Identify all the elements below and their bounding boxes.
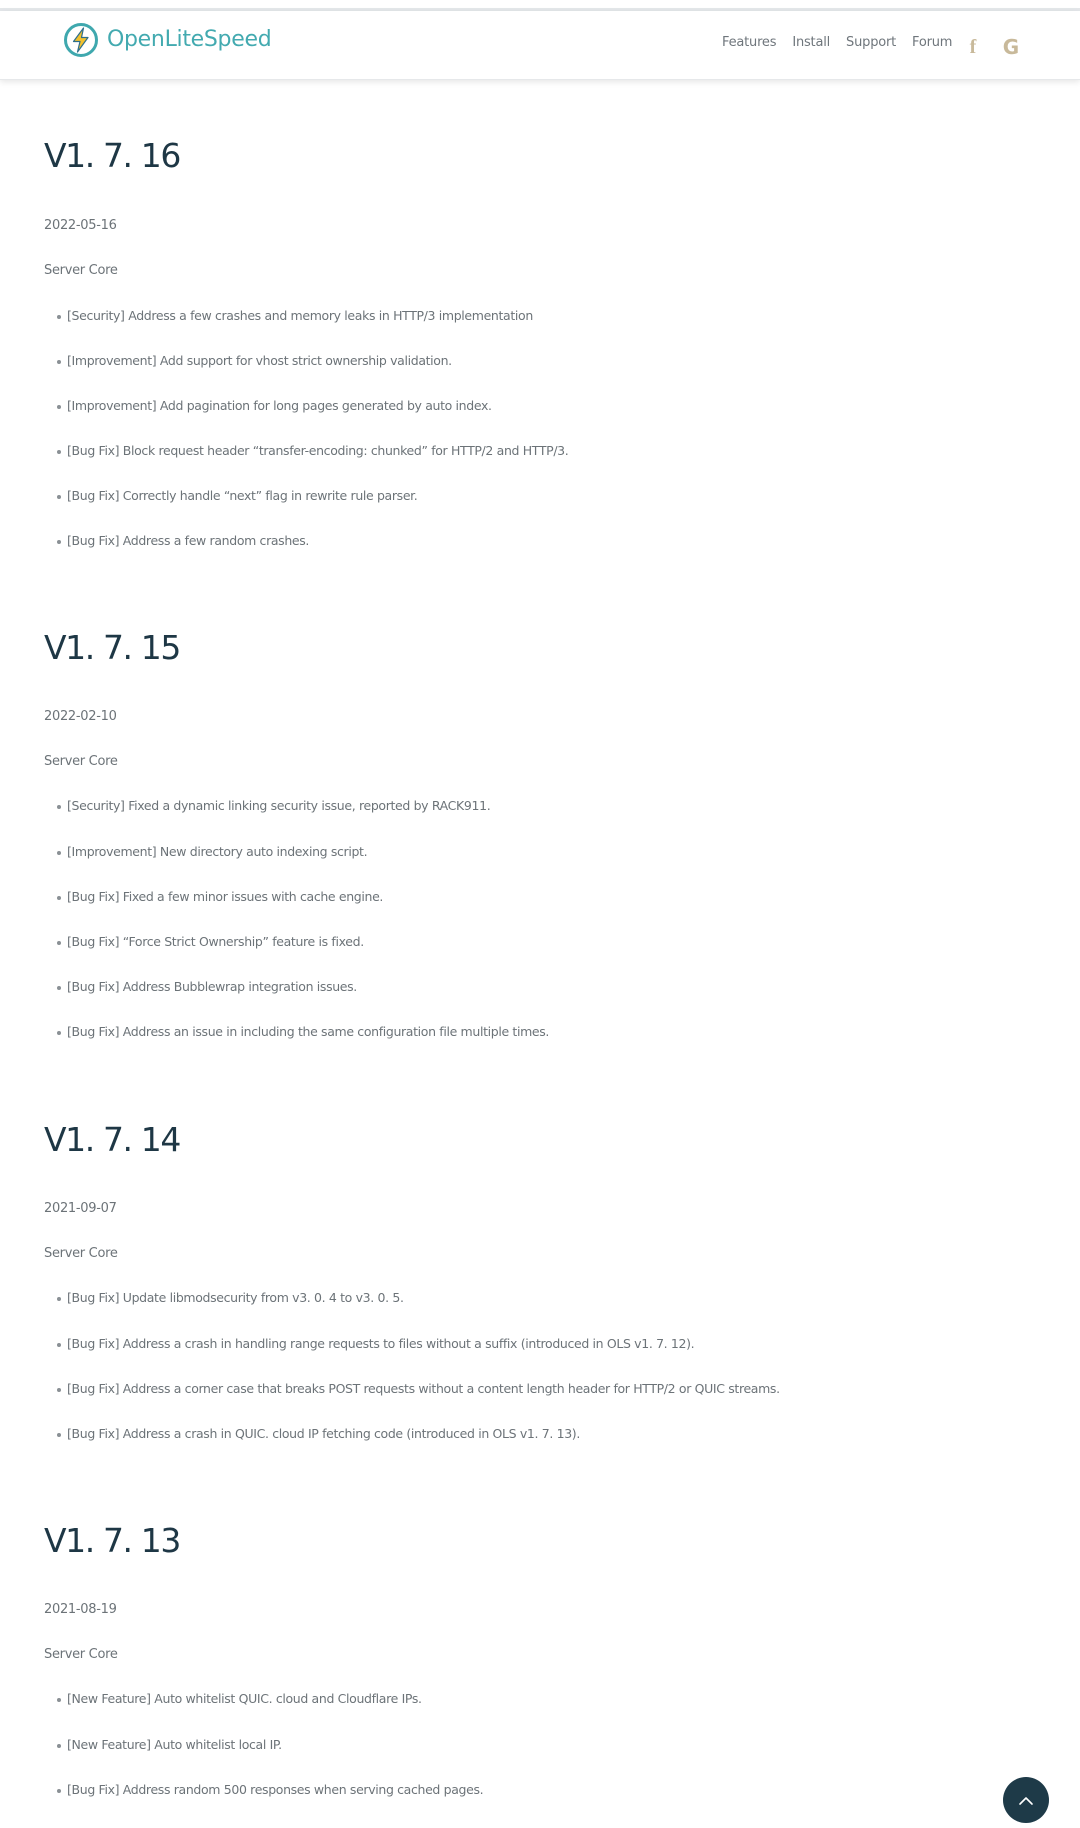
release-date: 2021-08-19	[44, 1602, 117, 1617]
list-item: [Bug Fix] Address random 500 responses when serving cached pages.	[44, 1784, 483, 1797]
list-item: [Security] Fixed a dynamic linking security issue, reported by RACK911.	[44, 800, 490, 813]
list-item: [Bug Fix] Address a crash in QUIC. cloud IP fetching code (introduced in OLS v1. 7. 13).	[44, 1428, 580, 1441]
list-item: [Bug Fix] Correctly handle “next” flag in rewrite rule parser.	[44, 490, 417, 503]
list-item: [Improvement] Add pagination for long pages generated by auto index.	[44, 400, 492, 413]
list-item: [Bug Fix] Address a few random crashes.	[44, 535, 309, 548]
list-item: [Bug Fix] Address a corner case that breaks POST requests without a content length header for HTTP/2 or QUIC streams.	[44, 1383, 780, 1396]
nav-link-support[interactable]: Support	[846, 35, 897, 50]
main-nav	[722, 35, 968, 50]
release-version: V1. 7. 16	[44, 136, 180, 175]
list-item: [New Feature] Auto whitelist local IP.	[44, 1739, 282, 1752]
release-section	[44, 1463, 1044, 1797]
site-logo[interactable]	[63, 22, 271, 58]
list-item: [Improvement] Add support for vhost strict ownership validation.	[44, 355, 452, 368]
nav-link-forum[interactable]: Forum	[912, 35, 953, 50]
list-item: [Bug Fix] Address Bubblewrap integration issues.	[44, 981, 357, 994]
list-item: [New Feature] Auto whitelist QUIC. cloud and Cloudflare IPs.	[44, 1693, 422, 1706]
release-date: 2022-02-10	[44, 709, 117, 724]
chevron-up-icon	[1018, 1791, 1034, 1810]
release-date: 2021-09-07	[44, 1201, 117, 1216]
scroll-to-top-button[interactable]	[1003, 1777, 1049, 1823]
site-header	[0, 11, 1080, 80]
facebook-icon[interactable]: f	[969, 35, 977, 58]
list-item: [Bug Fix] Address a crash in handling range requests to files without a suffix (introduced in OLS v1. 7. 12).	[44, 1338, 694, 1351]
list-item: [Security] Address a few crashes and memory leaks in HTTP/3 implementation	[44, 310, 533, 323]
release-date: 2022-05-16	[44, 218, 117, 233]
release-section	[44, 1062, 1044, 1463]
release-section-label: Server Core	[44, 754, 118, 769]
release-section-label: Server Core	[44, 263, 118, 278]
release-notes	[44, 79, 1044, 1797]
google-icon[interactable]: G	[1002, 35, 1020, 59]
release-section-label: Server Core	[44, 1647, 118, 1662]
release-version: V1. 7. 15	[44, 628, 180, 667]
release-section-label: Server Core	[44, 1246, 118, 1261]
release-section	[44, 571, 1044, 1062]
lightning-bolt-logo-icon	[63, 22, 99, 58]
list-item: [Bug Fix] Fixed a few minor issues with cache engine.	[44, 891, 383, 904]
release-version: V1. 7. 14	[44, 1120, 180, 1159]
list-item: [Bug Fix] Update libmodsecurity from v3. 0. 4 to v3. 0. 5.	[44, 1292, 404, 1305]
list-item: [Improvement] New directory auto indexing script.	[44, 846, 367, 859]
nav-link-install[interactable]: Install	[792, 35, 831, 50]
list-item: [Bug Fix] Address an issue in including the same configuration file multiple times.	[44, 1026, 549, 1039]
release-version: V1. 7. 13	[44, 1521, 180, 1560]
logo-wordmark: OpenLiteSpeed	[107, 27, 272, 52]
nav-link-features[interactable]: Features	[722, 35, 777, 50]
list-item: [Bug Fix] Block request header “transfer-encoding: chunked” for HTTP/2 and HTTP/3.	[44, 445, 568, 458]
release-section	[44, 79, 1044, 571]
list-item: [Bug Fix] “Force Strict Ownership” feature is fixed.	[44, 936, 364, 949]
